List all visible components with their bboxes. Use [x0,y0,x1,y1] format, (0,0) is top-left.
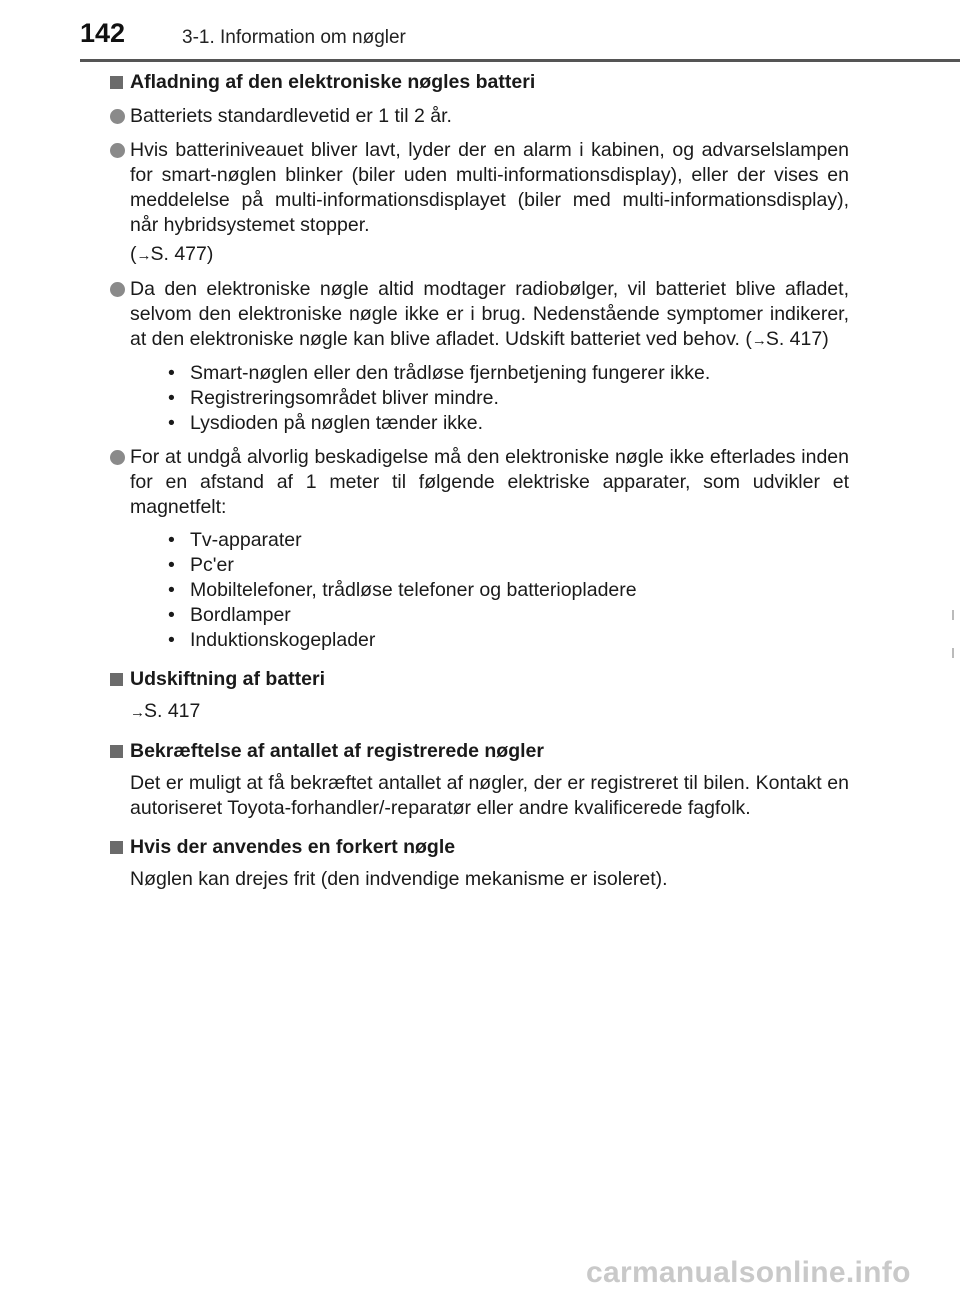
header-rule [80,59,960,62]
list-item: • Tv-apparater [168,529,302,551]
list-item: • Bordlamper [168,604,291,626]
margin-tick [952,610,954,620]
reference-text: S. 417 [144,700,201,722]
reference-text: S. 477) [150,243,214,265]
dot-bullet-icon: • [168,579,175,601]
list-item: • Registreringsområdet bliver mindre. [168,387,499,409]
section-heading [108,667,849,692]
circle-bullet-icon [110,450,125,465]
arrow-icon: → [130,704,144,721]
bullet-item [108,277,849,436]
dot-bullet-icon: • [168,529,175,551]
bullet-text: Da den elektroniske nøgle altid modtager radiobølger, vil batteriet blive afladet, selvom den elektroniske nøgle ikke er i brug. Nedenstående symptomer indikerer, at den elektroniske nøgle kan blive afladet. Udskift batteriet ved behov. ( [130,278,849,350]
square-bullet-icon [110,76,123,89]
dot-bullet-icon: • [168,412,175,434]
dot-bullet-icon: • [168,604,175,626]
margin-tick [952,648,954,658]
list-item: • Smart-nøglen eller den trådløse fjernbetjening fungerer ikke. [168,362,711,384]
reference-text[interactable]: S. 417) [765,328,829,350]
dot-bullet-icon: • [168,387,175,409]
square-bullet-icon [110,841,123,854]
heading-text: Afladning af den elektroniske nøgles batteri [130,71,536,93]
device-list [168,528,849,653]
circle-bullet-icon [110,282,125,297]
heading-text: Hvis der anvendes en forkert nøgle [130,836,456,858]
section-heading [108,739,849,764]
circle-bullet-icon [110,109,125,124]
arrow-icon: → [751,332,766,349]
watermark: carmanualsonline.info [586,1256,911,1289]
page-reference[interactable] [108,699,849,725]
section-heading [108,835,849,860]
list-item: • Lysdioden på nøglen tænder ikke. [168,412,484,434]
bullet-item [108,445,849,653]
circle-bullet-icon [110,143,125,158]
paragraph: Nøglen kan drejes frit (den indvendige mekanisme er isoleret). [130,868,668,890]
page-reference[interactable]: (→S. 477) [130,243,214,265]
symptom-list [168,361,849,436]
dot-bullet-icon: • [168,362,175,384]
list-item: • Induktionskogeplader [168,629,376,651]
dot-bullet-icon: • [168,554,175,576]
bullet-item [108,138,849,268]
heading-text: Bekræftelse af antallet af registrerede nøgler [130,740,544,762]
bullet-text: Hvis batteriniveauet bliver lavt, lyder der en alarm i kabinen, og advarselslampen for smart-nøglen blinker (biler uden multi-informationsdisplay), eller der vises en meddelelse på multi-informationsdisplayet (biler med multi-informationsdisplay), når hybridsystemet stopper. [130,139,849,236]
section-title: 3-1. Information om nøgler [182,27,406,48]
page-content [108,66,849,892]
page-number: 142 [80,18,126,48]
list-item: • Pc'er [168,554,234,576]
bullet-text: Batteriets standardlevetid er 1 til 2 år. [130,105,452,127]
square-bullet-icon [110,745,123,758]
bullet-item [108,104,849,129]
page-header [0,0,960,64]
list-item: • Mobiltelefoner, trådløse telefoner og batteriopladere [168,579,637,601]
section-heading [108,70,849,95]
dot-bullet-icon: • [168,629,175,651]
square-bullet-icon [110,673,123,686]
arrow-icon: → [136,247,151,264]
heading-text: Udskiftning af batteri [130,668,326,690]
paragraph: Det er muligt at få bekræftet antallet af nøgler, der er registreret til bilen. Kontakt en autoriseret Toyota-forhandler/-reparatør eller andre kvalificerede fagfolk. [130,772,849,819]
bullet-text: For at undgå alvorlig beskadigelse må den elektroniske nøgle ikke efterlades inden for en afstand af 1 meter til følgende elektriske apparater, som udvikler et magnetfelt: [130,446,849,518]
